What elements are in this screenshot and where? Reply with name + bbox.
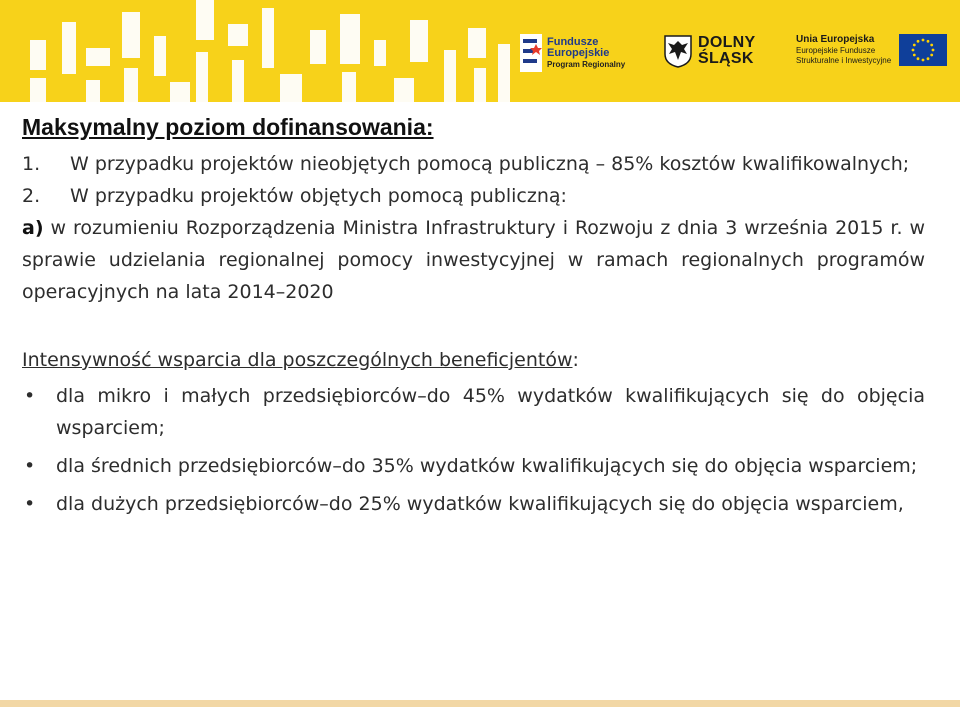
- region-logo-line1: DOLNY: [698, 34, 756, 51]
- slide-title: Maksymalny poziom dofinansowania:: [22, 114, 434, 140]
- numbered-list: [22, 148, 925, 212]
- slide-content: [22, 112, 925, 526]
- bullet-icon: •: [24, 493, 36, 515]
- bullet-text: dla średnich przedsiębiorców–do 35% wydatków kwalifikujących się do objęcia wsparciem;: [56, 455, 918, 477]
- footer-stripe: [0, 700, 960, 707]
- item-text: W przypadku projektów objętych pomocą publiczną:: [70, 185, 567, 207]
- eu-logo: [796, 34, 947, 66]
- bullet-item: [22, 450, 925, 482]
- bullet-text: dla dużych przedsiębiorców–do 25% wydatków kwalifikujących się do objęcia wsparciem,: [56, 493, 904, 515]
- funds-logo: [520, 34, 625, 72]
- bullet-item: [22, 488, 925, 520]
- eagle-crest-icon: [663, 34, 693, 68]
- funds-logo-icon: [520, 34, 542, 72]
- bullet-list: [22, 380, 925, 520]
- region-logo: [663, 34, 756, 68]
- numbered-item: [22, 180, 925, 212]
- item-number: 1.: [22, 153, 41, 175]
- intensity-heading-colon: :: [572, 349, 579, 371]
- bullet-text: dla mikro i małych przedsiębiorców–do 45% wydatków kwalifikujących się do objęcia wsparciem;: [56, 385, 925, 439]
- paragraph-label: a): [22, 217, 44, 239]
- eu-logo-line3: Strukturalne i Inwestycyjne: [796, 56, 892, 65]
- paragraph-text: w rozumieniu Rozporządzenia Ministra Infrastruktury i Rozwoju z dnia 3 września 2015 r. w sprawie udzielania regionalnej pomocy inwestycyjnej w ramach regionalnych programów operacyjnych na lata 2014–2020: [22, 217, 925, 303]
- funds-logo-line3: Program Regionalny: [547, 59, 626, 69]
- funds-logo-line2: Europejskie: [547, 46, 610, 59]
- item-text: W przypadku projektów nieobjętych pomocą publiczną – 85% kosztów kwalifikowalnych;: [70, 153, 910, 175]
- bullet-icon: •: [24, 455, 36, 477]
- funds-logo-line1: Fundusze: [547, 35, 599, 48]
- eu-logo-line2: Europejskie Fundusze: [796, 46, 876, 55]
- regulation-paragraph: [22, 212, 925, 308]
- eu-logo-line1: Unia Europejska: [796, 34, 875, 45]
- item-number: 2.: [22, 185, 41, 207]
- intensity-heading: [22, 344, 925, 376]
- region-logo-line2: ŚLĄSK: [698, 50, 754, 67]
- eu-flag-icon: [899, 34, 947, 66]
- bullet-icon: •: [24, 385, 36, 407]
- header-banner: [0, 0, 960, 102]
- decorative-blocks: [0, 0, 520, 102]
- intensity-heading-text: Intensywność wsparcia dla poszczególnych beneficjentów: [22, 349, 573, 371]
- bullet-item: [22, 380, 925, 444]
- numbered-item: [22, 148, 925, 180]
